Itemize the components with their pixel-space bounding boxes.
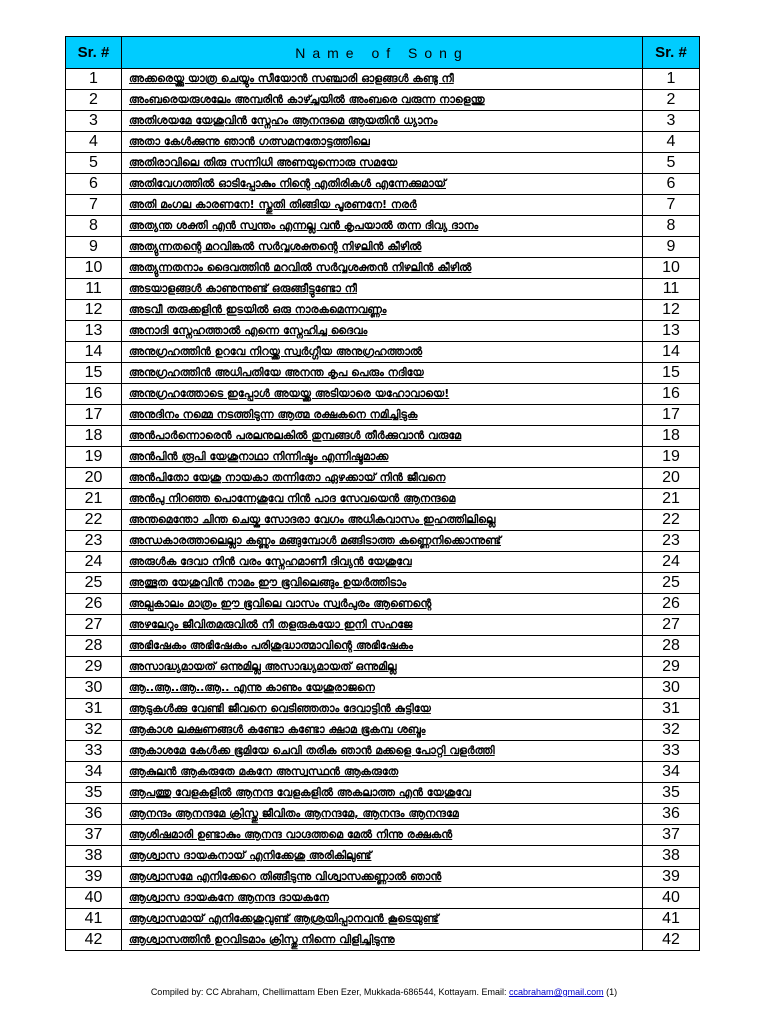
song-title: അനുഗ്രഹത്തോടെ ഇപ്പോൾ അയയ്ക്ക അടിയാരെ യഹോവായെ! [122,384,643,405]
table-row [66,153,700,174]
table-row [66,531,700,552]
song-title: ആശ്വാസമായ് എനിക്കേശുവുണ്ട് ആശ്രയിപ്പാനവൻ കൂടെയുണ്ട് [122,909,643,930]
footer-credit: Compiled by: CC Abraham, Chellimattam Eben Ezer, Mukkada-686544, Kottayam. Email: [150,987,509,997]
sr-number-right: 21 [643,489,700,510]
song-title: അൻപിതോ യേശു നായകാ തന്നിതോ ഏഴക്കായ് നിൻ ജീവനെ [122,468,643,489]
song-title: അനുഗ്രഹത്തിൻ അധിപതിയേ അനന്ത കൃപ പെരും നദിയേ [122,363,643,384]
table-row [66,447,700,468]
table-row [66,300,700,321]
table-row [66,468,700,489]
table-row [66,930,700,951]
sr-number-left: 11 [66,279,122,300]
song-title: ആശിഷമാരി ഉണ്ടാകും ആനന്ദ വാഗ്ദത്തമെ മേൽ നിന്നു രക്ഷകൻ [122,825,643,846]
sr-number-right: 22 [643,510,700,531]
song-title: ആപത്തു വേളകളിൽ ആനന്ദ വേളകളിൽ അകലാത്ത എൻ യേശുവേ [122,783,643,804]
sr-header-left: Sr. # [66,37,122,69]
table-row [66,195,700,216]
song-title: അനുദിനം നമ്മെ നടത്തിടുന്ന ആത്മ രക്ഷകനെ നമിച്ചിടുക [122,405,643,426]
table-row [66,426,700,447]
sr-number-right: 7 [643,195,700,216]
sr-number-left: 5 [66,153,122,174]
table-row [66,174,700,195]
song-title: അക്കരെയ്ക്കു യാത്ര ചെയ്യും സീയോൻ സഞ്ചാരി ഓളങ്ങൾ കണ്ടു നീ [122,69,643,90]
sr-number-left: 32 [66,720,122,741]
song-title: അനുഗ്രഹത്തിൻ ഉറവേ നിറയ്ക്ക സ്വർഗ്ഗീയ അനുഗ്രഹത്താൽ [122,342,643,363]
table-row [66,90,700,111]
table-row [66,636,700,657]
sr-number-right: 15 [643,363,700,384]
sr-number-left: 23 [66,531,122,552]
sr-number-right: 26 [643,594,700,615]
table-row [66,489,700,510]
table-row [66,867,700,888]
sr-number-left: 14 [66,342,122,363]
sr-number-right: 30 [643,678,700,699]
page-number: (1) [606,987,618,997]
sr-number-right: 11 [643,279,700,300]
sr-number-left: 33 [66,741,122,762]
sr-header-right: Sr. # [643,37,700,69]
sr-number-right: 1 [643,69,700,90]
header-row [66,37,700,69]
sr-number-left: 37 [66,825,122,846]
sr-number-right: 38 [643,846,700,867]
sr-number-left: 2 [66,90,122,111]
sr-number-right: 28 [643,636,700,657]
song-title: ആ..ആ..ആ..ആ.. എന്നു കാണും യേശുരാജനെ [122,678,643,699]
sr-number-right: 6 [643,174,700,195]
song-title: അസാദ്ധ്യമായത് ഒന്നുമില്ല അസാദ്ധ്യമായത് ഒന്നുമില്ല [122,657,643,678]
sr-number-right: 10 [643,258,700,279]
song-title: അംബരെയരുശലേം അമ്പരിൻ കാഴ്ച്ചയിൽ അംബരെ വരുന്ന നാളെന്തു [122,90,643,111]
song-title: അനാദി സ്നേഹത്താൽ എന്നെ സ്നേഹിച്ച ദൈവം [122,321,643,342]
song-title: ആകാശമേ കേൾക്ക ഭൂമിയേ ചെവി തരിക ഞാൻ മക്കളെ പോറ്റി വളർത്തി [122,741,643,762]
sr-number-left: 28 [66,636,122,657]
song-title: അല്പകാലം മാത്രം ഈ ഭൂവിലെ വാസം സ്വർപുരം ആണെന്റെ [122,594,643,615]
sr-number-right: 18 [643,426,700,447]
sr-number-right: 8 [643,216,700,237]
sr-number-left: 40 [66,888,122,909]
sr-number-right: 23 [643,531,700,552]
sr-number-left: 18 [66,426,122,447]
sr-number-right: 24 [643,552,700,573]
sr-number-right: 16 [643,384,700,405]
song-title: അടവീ തരുക്കളിൻ ഇടയിൽ ഒരു നാരകമെന്നവണ്ണം [122,300,643,321]
sr-number-right: 12 [643,300,700,321]
sr-number-left: 35 [66,783,122,804]
table-row [66,888,700,909]
song-title: അത്യന്ത ശക്തി എൻ സ്വന്തം എന്നല്ല വൻ കൃപയാൽ തന്ന ദിവ്യ ദാനം [122,216,643,237]
sr-number-left: 12 [66,300,122,321]
sr-number-left: 31 [66,699,122,720]
table-row [66,111,700,132]
sr-number-left: 9 [66,237,122,258]
sr-number-right: 40 [643,888,700,909]
sr-number-right: 39 [643,867,700,888]
table-row [66,279,700,300]
table-row [66,573,700,594]
table-row [66,825,700,846]
sr-number-left: 22 [66,510,122,531]
song-title: ആകാശ ലക്ഷണങ്ങൾ കണ്ടോ കണ്ടോ ക്ഷാമ ഭൂകമ്പ ശബ്ദം [122,720,643,741]
sr-number-left: 25 [66,573,122,594]
sr-number-right: 2 [643,90,700,111]
table-row [66,741,700,762]
sr-number-right: 34 [643,762,700,783]
table-row [66,804,700,825]
sr-number-left: 36 [66,804,122,825]
sr-number-left: 41 [66,909,122,930]
sr-number-right: 29 [643,657,700,678]
sr-number-right: 27 [643,615,700,636]
song-title: അൻപിൻ രൂപി യേശുനാഥാ നിന്നിഷ്ടം എന്നിഷ്ടമാക്ക [122,447,643,468]
table-row [66,594,700,615]
song-name-header: Name of Song [122,37,643,69]
sr-number-right: 9 [643,237,700,258]
table-row [66,69,700,90]
table-row [66,132,700,153]
sr-number-left: 42 [66,930,122,951]
song-title: അത്യുന്നതന്റെ മറവിങ്കൽ സർവ്വശക്തന്റെ നിഴലിൻ കീഴിൽ [122,237,643,258]
footer [0,987,768,997]
song-title: അൻപാർന്നൊരെൻ പരലനുലകിൽ തുമ്പങ്ങൾ തീർക്കുവാൻ വരുമേ [122,426,643,447]
sr-number-left: 38 [66,846,122,867]
song-title: അഭിഷേകം അഭിഷേകം പരിശുദ്ധാത്മാവിന്റെ അഭിഷേകം [122,636,643,657]
sr-number-left: 4 [66,132,122,153]
song-title: അതി മംഗല കാരണനേ! സ്തുതി തിങ്ങിയ പൂരണനേ! നരർ [122,195,643,216]
sr-number-left: 29 [66,657,122,678]
song-title: ആശ്വാസ ദായകനായ് എനിക്കേശു അരികിലുണ്ട് [122,846,643,867]
sr-number-left: 24 [66,552,122,573]
sr-number-left: 10 [66,258,122,279]
table-row [66,321,700,342]
table-row [66,510,700,531]
song-title: അത്യുന്നതനാം ദൈവത്തിൻ മറവിൽ സർവ്വശക്തൻ നിഴലിൻ കീഴിൽ [122,258,643,279]
sr-number-left: 8 [66,216,122,237]
song-title: അഴലേറും ജീവിതമരുവിൽ നീ തളരുകയോ ഇനി സഹജേ [122,615,643,636]
sr-number-right: 5 [643,153,700,174]
table-row [66,783,700,804]
song-title: അൻപു നിറഞ്ഞ പൊന്നേശുവേ നിൻ പാദ സേവയെൻ ആനന്ദമെ [122,489,643,510]
sr-number-right: 32 [643,720,700,741]
sr-number-right: 3 [643,111,700,132]
sr-number-right: 14 [643,342,700,363]
sr-number-left: 30 [66,678,122,699]
sr-number-right: 41 [643,909,700,930]
song-title: അതാ കേൾക്കുന്നു ഞാൻ ഗത്സമനതോട്ടത്തിലെ [122,132,643,153]
table-row [66,678,700,699]
sr-number-left: 21 [66,489,122,510]
sr-number-left: 6 [66,174,122,195]
table-row [66,657,700,678]
table-row [66,909,700,930]
song-title: ആകുലൻ ആകരുതേ മകനേ അസ്വസ്ഥൻ ആകരുതേ [122,762,643,783]
sr-number-right: 35 [643,783,700,804]
sr-number-right: 36 [643,804,700,825]
sr-number-right: 19 [643,447,700,468]
table-row [66,699,700,720]
table-row [66,762,700,783]
sr-number-right: 42 [643,930,700,951]
song-title: ആടുകൾക്കു വേണ്ടി ജീവനെ വെടിഞ്ഞതാം ദേവാട്ടിൻ കുട്ടിയേ [122,699,643,720]
sr-number-left: 17 [66,405,122,426]
sr-number-left: 27 [66,615,122,636]
song-title: ആശ്വാസമേ എനിക്കേറെ തിങ്ങീടുന്നു വിശ്വാസക്കണ്ണാൽ ഞാൻ [122,867,643,888]
sr-number-right: 25 [643,573,700,594]
song-title: അരുൾക ദേവാ നിൻ വരം സ്നേഹമാണീ ദിവ്യൻ യേശുവേ [122,552,643,573]
song-title: അതിവേഗത്തിൽ ഓടിപ്പോകും നിന്റെ എതിരികൾ എന്നേക്കുമായ് [122,174,643,195]
song-title: അന്തമെന്തോ ചിന്ത ചെയ്ക സോദരാ വേഗം അധികവാസം ഇഹത്തിലില്ലെ [122,510,643,531]
song-title: ആശ്വാസ ദായകനേ ആനന്ദ ദായകനേ [122,888,643,909]
sr-number-left: 39 [66,867,122,888]
table-row [66,258,700,279]
table-row [66,216,700,237]
sr-number-left: 26 [66,594,122,615]
table-row [66,720,700,741]
sr-number-left: 7 [66,195,122,216]
sr-number-right: 31 [643,699,700,720]
sr-number-left: 20 [66,468,122,489]
sr-number-right: 37 [643,825,700,846]
sr-number-left: 34 [66,762,122,783]
table-row [66,342,700,363]
song-title: ആനന്ദം ആനന്ദമേ ക്രിസ്തു ജീവിതം ആനന്ദമേ, ആനന്ദം ആനന്ദമേ [122,804,643,825]
table-row [66,552,700,573]
sr-number-right: 20 [643,468,700,489]
sr-number-left: 19 [66,447,122,468]
song-title: അതിശയമേ യേശുവിൻ സ്നേഹം ആനന്ദമെ ആയതിൻ ധ്യാനം [122,111,643,132]
song-title: അത്ഭുത യേശുവിൻ നാമം ഈ ഭൂവിലെങ്ങും ഉയർത്തിടാം [122,573,643,594]
song-title: ആശ്വാസത്തിൻ ഉറവിടമാം ക്രിസ്തു നിന്നെ വിളിച്ചിടുന്നു [122,930,643,951]
table-row [66,363,700,384]
footer-email-link[interactable]: ccabraham@gmail.com [508,987,604,997]
song-title: അതിരാവിലെ തിരു സന്നിധി അണയുന്നൊരു സമയേ [122,153,643,174]
song-title: അന്ധകാരത്താലെല്ലാ കണ്ണും മങ്ങുമ്പോൾ മങ്ങിടാത്ത കണ്ണെനിക്കൊന്നുണ്ട് [122,531,643,552]
sr-number-right: 4 [643,132,700,153]
sr-number-left: 15 [66,363,122,384]
sr-number-right: 13 [643,321,700,342]
table-row [66,615,700,636]
table-row [66,384,700,405]
sr-number-left: 16 [66,384,122,405]
table-row [66,237,700,258]
sr-number-left: 3 [66,111,122,132]
song-title: അടയാളങ്ങൾ കാണുന്നുണ്ട് ഒരുങ്ങീട്ടുണ്ടോ നീ [122,279,643,300]
song-index-table [65,36,700,951]
sr-number-right: 17 [643,405,700,426]
sr-number-right: 33 [643,741,700,762]
table-row [66,846,700,867]
table-row [66,405,700,426]
sr-number-left: 13 [66,321,122,342]
sr-number-left: 1 [66,69,122,90]
